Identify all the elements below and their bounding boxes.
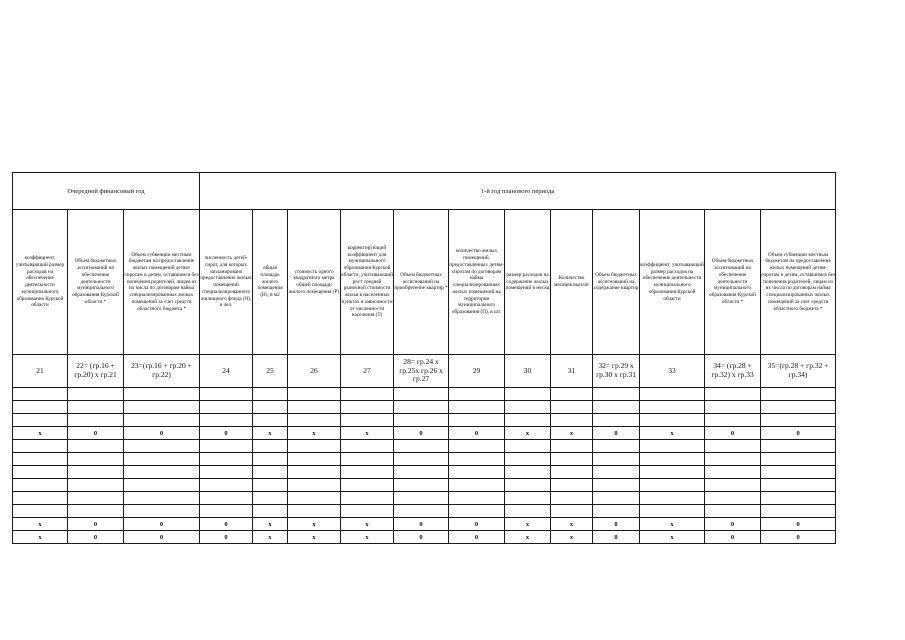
table-cell: [288, 401, 341, 414]
table-cell: x: [253, 427, 288, 440]
budget-table: [12, 172, 836, 544]
table-cell: [68, 466, 124, 479]
table-cell: [288, 453, 341, 466]
table-cell: [705, 453, 761, 466]
column-header: количество жилых помещений, предоставленных детям-сиротам по договорам найма специализированных жилых помещений на территории муниципального образования (П), в шт.: [449, 210, 505, 355]
table-cell: 0: [124, 427, 200, 440]
table-cell: [394, 440, 449, 453]
table-cell: [68, 401, 124, 414]
column-header: Объем субвенции местным бюджетам на предоставление жилых помещений детям-сиротам и детям, оставшимся без попечения родителей, лицам из их числа по договорам найма специализированных жилых помещений за счет средств областного бюджета *: [761, 210, 836, 355]
column-number: 30: [505, 355, 551, 388]
table-cell: [288, 492, 341, 505]
table-cell: [253, 453, 288, 466]
table-cell: [200, 453, 253, 466]
table-cell: [640, 414, 705, 427]
table-row: [13, 518, 836, 531]
table-cell: [593, 453, 640, 466]
table-cell: [253, 505, 288, 518]
table-cell: [341, 453, 394, 466]
table-cell: x: [288, 518, 341, 531]
table-cell: [705, 505, 761, 518]
table-cell: [505, 453, 551, 466]
table-cell: [288, 414, 341, 427]
table-cell: x: [288, 531, 341, 544]
table-cell: [124, 440, 200, 453]
table-cell: 0: [449, 531, 505, 544]
section-header-row: [13, 173, 836, 210]
table-cell: [449, 479, 505, 492]
table-cell: 0: [124, 518, 200, 531]
table-row: [13, 440, 836, 453]
table-cell: [200, 440, 253, 453]
column-header: общая площадь жилого помещения (Н), в м2: [253, 210, 288, 355]
table-cell: [68, 505, 124, 518]
table-cell: [200, 505, 253, 518]
table-cell: 0: [394, 518, 449, 531]
table-cell: [505, 440, 551, 453]
table-cell: x: [640, 531, 705, 544]
table-cell: [593, 401, 640, 414]
table-cell: [394, 388, 449, 401]
table-cell: x: [551, 427, 593, 440]
table-cell: [394, 505, 449, 518]
table-cell: [449, 505, 505, 518]
table-cell: [761, 492, 836, 505]
table-cell: [449, 466, 505, 479]
table-cell: x: [640, 518, 705, 531]
table-cell: [394, 479, 449, 492]
table-cell: [124, 453, 200, 466]
table-cell: [505, 479, 551, 492]
table-cell: [253, 440, 288, 453]
table-cell: [551, 492, 593, 505]
table-cell: [394, 414, 449, 427]
table-cell: 0: [761, 427, 836, 440]
table-cell: [13, 414, 68, 427]
table-cell: 0: [200, 518, 253, 531]
table-cell: [13, 401, 68, 414]
table-cell: 0: [449, 427, 505, 440]
table-cell: 0: [593, 518, 640, 531]
column-header: Объем субвенции местным бюджетам на предоставление жилых помещений детям-сиротам и детям, оставшимся без попечения родителей, лицам из их числа по договорам найма специализированных жилых помещений за счет средств областного бюджета *: [124, 210, 200, 355]
column-header: коэффициент, учитывающий размер расходов на обеспечение деятельности муниципального образования Курской области: [640, 210, 705, 355]
table-cell: [505, 388, 551, 401]
table-cell: [124, 492, 200, 505]
table-row: [13, 388, 836, 401]
table-cell: [288, 388, 341, 401]
table-cell: [640, 479, 705, 492]
column-number: 21: [13, 355, 68, 388]
table-cell: 0: [394, 531, 449, 544]
table-cell: x: [253, 531, 288, 544]
table-cell: [449, 388, 505, 401]
table-cell: [341, 466, 394, 479]
table-cell: x: [640, 427, 705, 440]
table-cell: [288, 466, 341, 479]
table-cell: [68, 492, 124, 505]
column-number: 26: [288, 355, 341, 388]
table-cell: 0: [394, 427, 449, 440]
table-cell: [68, 414, 124, 427]
table-cell: [505, 466, 551, 479]
table-cell: [124, 388, 200, 401]
table-cell: [13, 440, 68, 453]
table-cell: [200, 388, 253, 401]
table-cell: x: [253, 518, 288, 531]
table-cell: [341, 388, 394, 401]
table-cell: [505, 401, 551, 414]
table-cell: [341, 505, 394, 518]
table-row: [13, 466, 836, 479]
table-cell: [124, 505, 200, 518]
table-cell: [761, 440, 836, 453]
table-cell: x: [505, 518, 551, 531]
table-cell: [705, 414, 761, 427]
table-cell: x: [13, 531, 68, 544]
column-number: 31: [551, 355, 593, 388]
table-cell: [341, 414, 394, 427]
table-cell: [13, 388, 68, 401]
column-number: 24: [200, 355, 253, 388]
table-cell: [341, 440, 394, 453]
section-planning-year: 1-й год планового периода: [200, 173, 836, 210]
table-cell: [253, 479, 288, 492]
column-header: Объем бюджетных ассигнований на обеспечение деятельности муниципального образования Курской области *: [68, 210, 124, 355]
table-cell: [593, 466, 640, 479]
table-row: [13, 453, 836, 466]
table-cell: [551, 479, 593, 492]
table-row: [13, 479, 836, 492]
table-cell: [551, 505, 593, 518]
table-cell: [640, 453, 705, 466]
table-cell: [705, 466, 761, 479]
table-cell: [124, 479, 200, 492]
table-cell: [505, 505, 551, 518]
column-number: 27: [341, 355, 394, 388]
column-header: Количество месяцев выплат: [551, 210, 593, 355]
table-cell: [200, 492, 253, 505]
column-number: 23=(гр.16 + гр.20 + гр.22): [124, 355, 200, 388]
table-cell: 0: [705, 531, 761, 544]
table-cell: 0: [761, 531, 836, 544]
table-cell: [68, 453, 124, 466]
table-cell: [640, 466, 705, 479]
table-cell: [705, 401, 761, 414]
table-row: [13, 401, 836, 414]
table-cell: [13, 453, 68, 466]
table-cell: x: [505, 531, 551, 544]
column-header: размер расходов на содержание жилых помещений в месяц: [505, 210, 551, 355]
column-number: 32= гр.29 х гр.30 х гр.31: [593, 355, 640, 388]
table-cell: 0: [761, 518, 836, 531]
table-cell: [551, 440, 593, 453]
table-cell: x: [288, 427, 341, 440]
table-cell: [341, 401, 394, 414]
table-cell: [13, 479, 68, 492]
table-cell: [705, 388, 761, 401]
table-cell: 0: [68, 518, 124, 531]
table-cell: [761, 453, 836, 466]
table-cell: [551, 466, 593, 479]
table-cell: [13, 466, 68, 479]
table-cell: [449, 453, 505, 466]
table-cell: [449, 414, 505, 427]
column-header: Объем бюджетных ассигнований на обеспечение деятельности муниципального образования Курской области *: [705, 210, 761, 355]
table-cell: [288, 479, 341, 492]
table-cell: x: [13, 427, 68, 440]
table-cell: [253, 466, 288, 479]
table-cell: [13, 505, 68, 518]
table-cell: [551, 401, 593, 414]
table-row: [13, 492, 836, 505]
table-cell: [593, 492, 640, 505]
table-cell: [761, 388, 836, 401]
table-cell: x: [13, 518, 68, 531]
table-cell: [761, 401, 836, 414]
table-cell: [394, 453, 449, 466]
table-cell: [593, 479, 640, 492]
table-cell: 0: [124, 531, 200, 544]
table-row: [13, 427, 836, 440]
table-cell: [640, 505, 705, 518]
table-cell: [341, 479, 394, 492]
table-cell: [705, 440, 761, 453]
table-cell: [551, 453, 593, 466]
table-cell: [449, 440, 505, 453]
table-cell: [640, 492, 705, 505]
table-row: [13, 414, 836, 427]
table-cell: 0: [705, 427, 761, 440]
table-cell: [505, 414, 551, 427]
table-cell: [68, 479, 124, 492]
column-header: стоимость одного квадратного метра общей площади жилого помещения (Р): [288, 210, 341, 355]
column-header: Объем бюджетных ассигнований на содержание квартир: [593, 210, 640, 355]
table-cell: [551, 414, 593, 427]
table-cell: [640, 388, 705, 401]
table-cell: 0: [200, 531, 253, 544]
table-cell: [200, 479, 253, 492]
table-cell: [761, 466, 836, 479]
table-cell: [593, 388, 640, 401]
table-cell: x: [505, 427, 551, 440]
table-cell: [593, 414, 640, 427]
table-cell: x: [551, 531, 593, 544]
table-cell: 0: [68, 531, 124, 544]
column-number: 22= (гр.16 + гр.20) х гр.21: [68, 355, 124, 388]
table-cell: [449, 401, 505, 414]
table-cell: [124, 401, 200, 414]
table-cell: [640, 440, 705, 453]
table-cell: x: [341, 518, 394, 531]
table-cell: [124, 466, 200, 479]
column-header: корректирующий коэффициент для муниципального образования Курской области, учитывающий рост средней рыночной стоимости жилья в населенных пунктах в зависимости от численности населения (Т): [341, 210, 394, 355]
table-row: [13, 531, 836, 544]
table-cell: [200, 414, 253, 427]
table-cell: [705, 492, 761, 505]
table-cell: [253, 414, 288, 427]
column-header: численность детей-сирот, для которых запланировано предоставление жилых помещений специализированного жилищного фонда (Ч), в чел.: [200, 210, 253, 355]
table-cell: [253, 388, 288, 401]
table-row: [13, 505, 836, 518]
table-cell: x: [341, 427, 394, 440]
column-header-row: [13, 210, 836, 355]
table-cell: x: [341, 531, 394, 544]
table-cell: 0: [449, 518, 505, 531]
section-current-year: Очередной финансовый год: [13, 173, 200, 210]
table-cell: [200, 466, 253, 479]
table-cell: [68, 388, 124, 401]
table-cell: [761, 479, 836, 492]
column-number: 33: [640, 355, 705, 388]
table-cell: [13, 492, 68, 505]
table-cell: [288, 440, 341, 453]
table-cell: [593, 505, 640, 518]
table-cell: 0: [200, 427, 253, 440]
table-cell: 0: [705, 518, 761, 531]
table-cell: 0: [593, 427, 640, 440]
table-cell: [394, 492, 449, 505]
table-cell: [68, 440, 124, 453]
table-cell: [394, 466, 449, 479]
table-cell: [505, 492, 551, 505]
table-cell: [394, 401, 449, 414]
column-number: 25: [253, 355, 288, 388]
table-cell: [761, 414, 836, 427]
table-cell: [551, 388, 593, 401]
table-cell: 0: [68, 427, 124, 440]
table-cell: [253, 401, 288, 414]
table-cell: 0: [593, 531, 640, 544]
table-cell: x: [551, 518, 593, 531]
table-cell: [761, 505, 836, 518]
table-cell: [124, 414, 200, 427]
column-number: 29: [449, 355, 505, 388]
table-cell: [449, 492, 505, 505]
column-header: Объем бюджетных ассигнований на приобретение квартир *: [394, 210, 449, 355]
column-number: 34= (гр.28 + гр.32) х гр.33: [705, 355, 761, 388]
table-cell: [341, 492, 394, 505]
table-cell: [253, 492, 288, 505]
column-header: коэффициент, учитывающий размер расходов на обеспечение деятельности муниципального образования Курской области: [13, 210, 68, 355]
table-cell: [200, 401, 253, 414]
column-number: 28= гр.24 х гр.25х гр.26 х гр.27: [394, 355, 449, 388]
table-cell: [593, 440, 640, 453]
table-cell: [640, 401, 705, 414]
column-number: 35=(гр.28 + гр.32 + гр.34): [761, 355, 836, 388]
table-cell: [705, 479, 761, 492]
column-number-row: [13, 355, 836, 388]
table-cell: [288, 505, 341, 518]
